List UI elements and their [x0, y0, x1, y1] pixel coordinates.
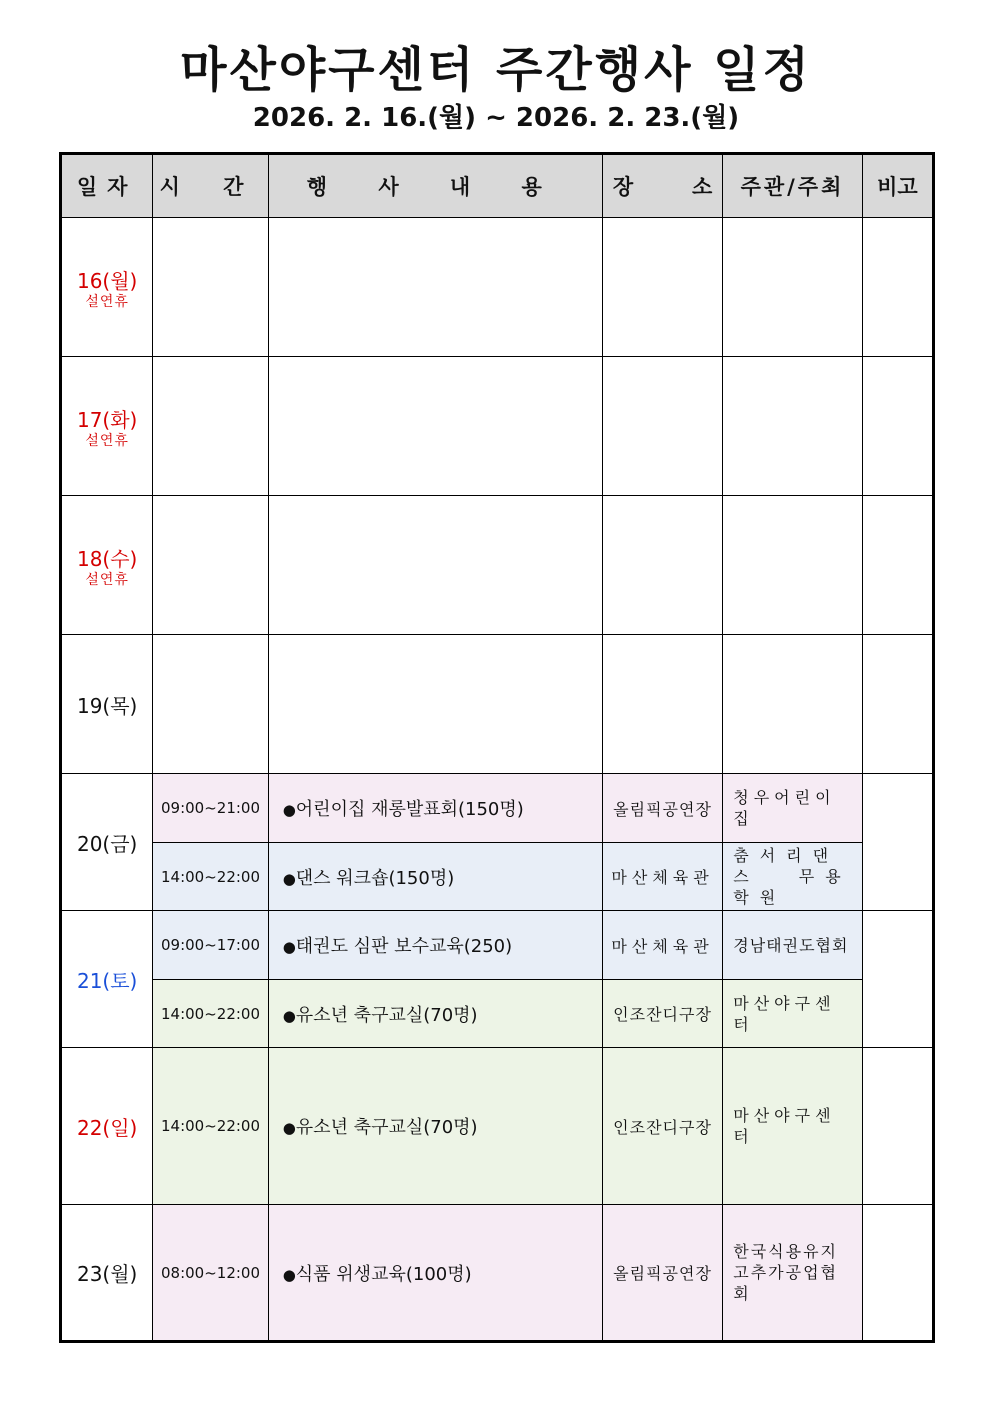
table-row	[61, 496, 934, 635]
event-name: ●유소년 축구교실(70명)	[268, 1048, 602, 1205]
date-cell	[61, 635, 153, 774]
header-event: 행 사 내 용	[268, 154, 602, 218]
header-row	[61, 154, 934, 218]
header-host: 주관/주최	[723, 154, 862, 218]
event-host: 춤서리댄스 무용학원	[723, 843, 862, 911]
event-time: 08:00~12:00	[153, 1205, 268, 1342]
date-range: 2026. 2. 16.(월) ~ 2026. 2. 23.(월)	[252, 103, 740, 133]
table-row	[61, 980, 934, 1048]
table-row	[61, 1205, 934, 1342]
date-cell	[61, 1048, 153, 1205]
date-cell	[61, 496, 153, 635]
header-place: 장 소	[602, 154, 722, 218]
schedule-table	[59, 152, 935, 1343]
page-title: 마산야구센터 주간행사 일정	[180, 42, 812, 98]
date-cell	[61, 357, 153, 496]
note-cell	[862, 774, 933, 911]
event-place: 올림픽공연장	[602, 774, 722, 843]
event-host: 마산야구센터	[723, 980, 862, 1048]
date-label: 17(화)	[76, 407, 138, 432]
date-label: 19(목)	[76, 693, 138, 718]
bullet-icon: ●	[282, 1119, 296, 1137]
header-date: 일자	[61, 154, 153, 218]
table-row	[61, 1048, 934, 1205]
bullet-icon: ●	[282, 1265, 296, 1284]
bullet-icon: ●	[282, 1006, 296, 1025]
header-time: 시 간	[153, 154, 268, 218]
event-place: 인조잔디구장	[602, 980, 722, 1048]
bullet-icon: ●	[282, 938, 296, 956]
table-row	[61, 635, 934, 774]
date-label: 21(토)	[76, 968, 138, 993]
event-name: ●댄스 워크숍(150명)	[268, 843, 602, 911]
date-cell	[61, 774, 153, 911]
table-row	[61, 218, 934, 357]
event-name: ●유소년 축구교실(70명)	[268, 980, 602, 1048]
table-row	[61, 774, 934, 843]
note-cell	[862, 1205, 933, 1342]
event-place: 마산체육관	[602, 911, 722, 980]
event-time: 14:00~22:00	[153, 1048, 268, 1205]
date-label: 23(월)	[76, 1262, 138, 1286]
table-row	[61, 911, 934, 980]
event-time: 09:00~21:00	[153, 774, 268, 843]
holiday-label: 설연휴	[85, 293, 129, 310]
event-time: 09:00~17:00	[153, 911, 268, 980]
note-cell	[862, 911, 933, 1048]
holiday-label: 설연휴	[85, 571, 129, 588]
bullet-icon: ●	[282, 801, 296, 819]
date-label: 20(금)	[76, 831, 138, 856]
date-label: 18(수)	[76, 546, 138, 571]
note-cell	[862, 1048, 933, 1205]
event-place: 인조잔디구장	[602, 1048, 722, 1205]
event-name: ●어린이집 재롱발표회(150명)	[268, 774, 602, 843]
header-note: 비고	[862, 154, 933, 218]
date-cell	[61, 1205, 153, 1342]
date-label: 22(일)	[76, 1115, 138, 1140]
event-host: 경남태권도협회	[723, 911, 862, 980]
date-label: 16(월)	[76, 268, 138, 293]
event-host: 마산야구센터	[723, 1048, 862, 1205]
event-host: 청우어린이집	[723, 774, 862, 843]
event-place: 마산체육관	[602, 843, 722, 911]
date-cell	[61, 911, 153, 1048]
holiday-label: 설연휴	[85, 432, 129, 449]
event-time: 14:00~22:00	[153, 980, 268, 1048]
bullet-icon: ●	[282, 869, 296, 888]
event-place: 올림픽공연장	[602, 1205, 722, 1342]
event-name: ●식품 위생교육(100명)	[268, 1205, 602, 1342]
event-name: ●태권도 심판 보수교육(250)	[268, 911, 602, 980]
table-row	[61, 843, 934, 911]
date-cell	[61, 218, 153, 357]
event-time: 14:00~22:00	[153, 843, 268, 911]
table-row	[61, 357, 934, 496]
event-host: 한국식용유지 고추가공업협회	[723, 1205, 862, 1342]
